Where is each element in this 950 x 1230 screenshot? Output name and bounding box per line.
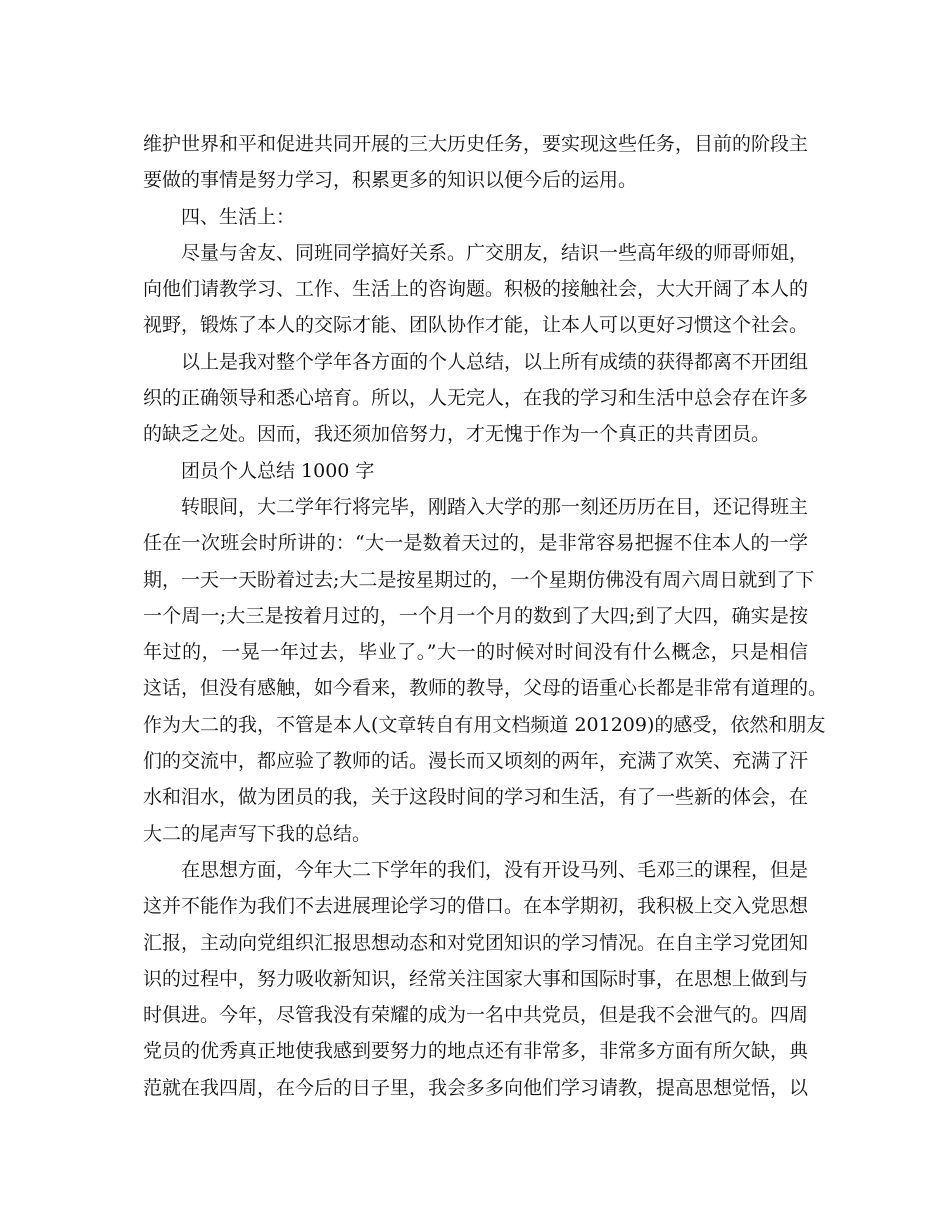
text-line: 的缺乏之处。因而，我还须加倍努力，才无愧于作为一个真正的共青团员。 — [143, 423, 771, 446]
document-subtitle: 团员个人总结 1000 字 — [181, 459, 375, 482]
text-line: 汇报，主动向党组织汇报思想动态和对党团知识的学习情况。在自主学习党团知 — [143, 931, 809, 954]
text-line: 们的交流中，都应验了教师的话。漫长而又顷刻的两年，充满了欢笑、充满了汗 — [143, 750, 809, 773]
text-line: 向他们请教学习、工作、生活上的咨询题。积极的接触社会，大大开阔了本人的 — [143, 278, 809, 301]
text-line: 任在一次班会时所讲的：“大一是数着天过的，是非常容易把握不住本人的一学 — [143, 532, 808, 555]
text-line: 尽量与舍友、同班同学搞好关系。广交朋友，结识一些高年级的师哥师姐， — [181, 241, 809, 264]
section-heading: 四、生活上： — [181, 205, 296, 228]
text-line: 年过的，一晃一年过去，毕业了。”大一的时候对时间没有什么概念，只是相信 — [143, 641, 808, 664]
text-line: 作为大二的我，不管是本人(文章转自有用文档频道 201209)的感受，依然和朋友 — [143, 713, 826, 736]
text-line: 在思想方面，今年大二下学年的我们，没有开设马列、毛邓三的课程，但是 — [181, 858, 809, 881]
text-line: 党员的优秀真正地使我感到要努力的地点还有非常多，非常多方面有所欠缺，典 — [143, 1040, 809, 1063]
text-line: 以上是我对整个学年各方面的个人总结，以上所有成绩的获得都离不开团组 — [181, 350, 809, 373]
text-line: 大二的尾声写下我的总结。 — [143, 822, 372, 845]
text-line: 转眼间，大二学年行将完毕，刚踏入大学的那一刻还历历在目，还记得班主 — [181, 495, 809, 518]
text-line: 范就在我四周，在今后的日子里，我会多多向他们学习请教，提高思想觉悟，以 — [143, 1076, 809, 1099]
text-line: 织的正确领导和悉心培育。所以，人无完人，在我的学习和生活中总会存在许多 — [143, 387, 809, 410]
text-line: 期，一天一天盼着过去;大二是按星期过的，一个星期仿佛没有周六周日就到了下 — [143, 568, 815, 591]
text-line: 识的过程中，努力吸收新知识，经常关注国家大事和国际时事，在思想上做到与 — [143, 967, 809, 990]
text-line: 要做的事情是努力学习，积累更多的知识以便今后的运用。 — [143, 169, 638, 192]
text-line: 视野，锻炼了本人的交际才能、团队协作才能，让本人可以更好习惯这个社会。 — [143, 314, 809, 337]
text-line: 这并不能作为我们不去进展理论学习的借口。在本学期初，我积极上交入党思想 — [143, 895, 809, 918]
text-line: 时俱进。今年，尽管我没有荣耀的成为一名中共党员，但是我不会泄气的。四周 — [143, 1004, 809, 1027]
document-body — [143, 126, 828, 1106]
text-line: 一个周一;大三是按着月过的，一个月一个月的数到了大四;到了大四，确实是按 — [143, 604, 808, 627]
text-line: 这话，但没有感触，如今看来，教师的教导，父母的语重心长都是非常有道理的。 — [143, 677, 828, 700]
text-line: 维护世界和平和促进共同开展的三大历史任务，要实现这些任务，目前的阶段主 — [143, 133, 809, 155]
text-line: 水和泪水，做为团员的我，关于这段时间的学习和生活，有了一些新的体会，在 — [143, 786, 809, 809]
